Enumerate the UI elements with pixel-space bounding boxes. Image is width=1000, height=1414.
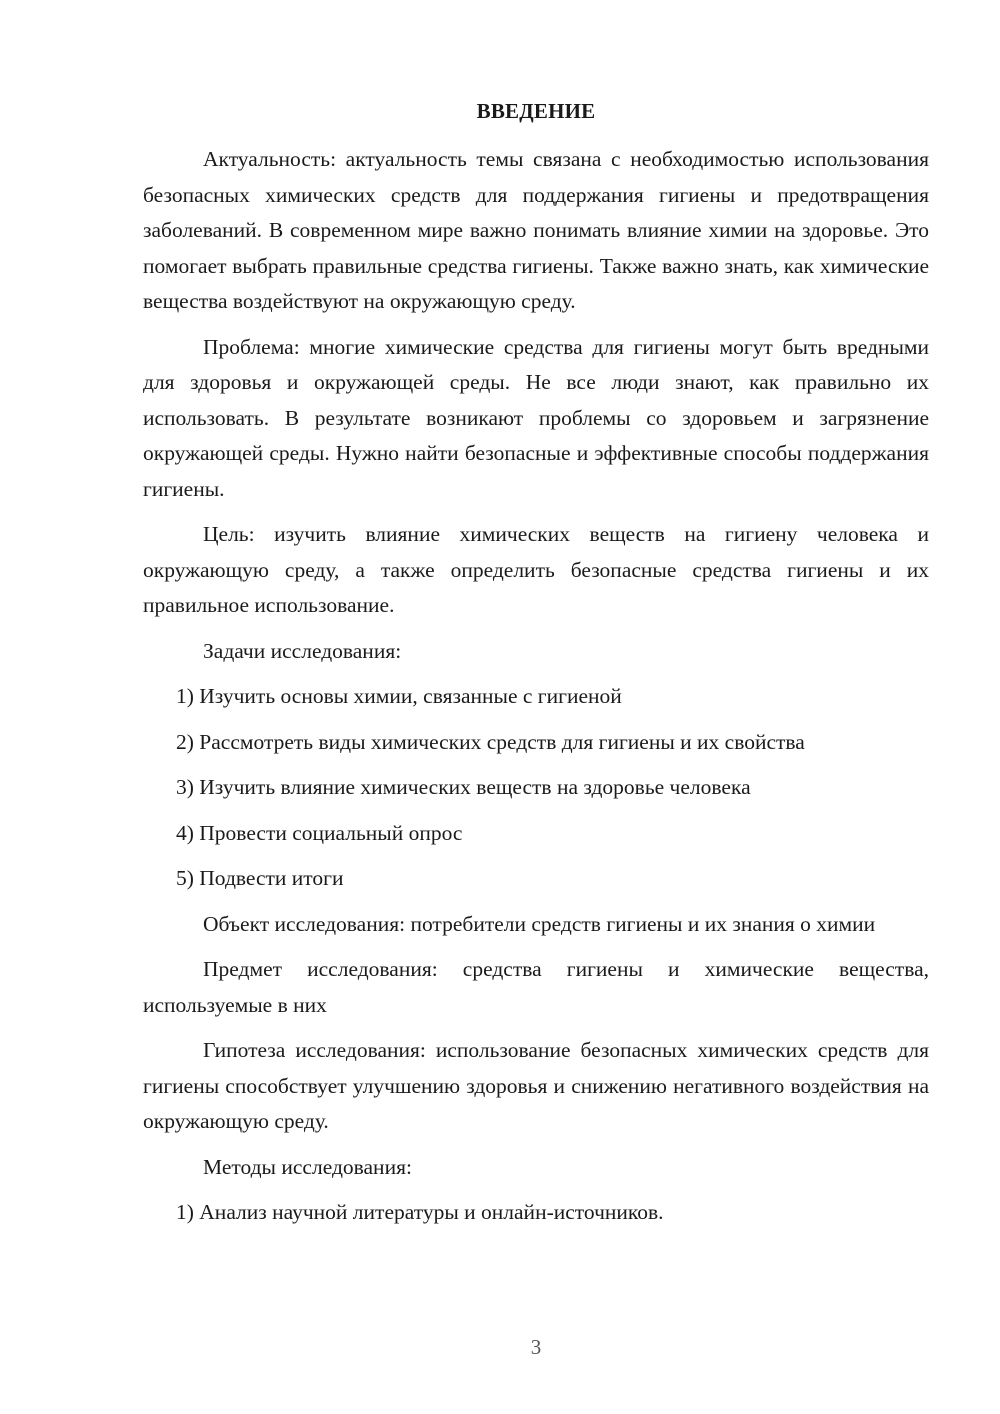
problem-paragraph: Проблема: многие химические средства для гигиены могут быть вредными для здоровья и окружающей среды. Не все люди знают, как правильно их использовать. В результате возникают проблемы со здоровьем и загрязнение окружающей среды. Нужно найти безопасные и эффективные способы поддержания гигиены.	[143, 334, 929, 501]
methods-title: Методы исследования:	[203, 1154, 412, 1179]
hypothesis-paragraph: Гипотеза исследования: использование безопасных химических средств для гигиены способствует улучшению здоровья и снижению негативного воздействия на окружающую среду.	[143, 1038, 929, 1133]
body-text	[143, 142, 929, 1231]
task-item-4: 4) Провести социальный опрос	[176, 820, 463, 845]
task-item-1: 1) Изучить основы химии, связанные с гигиеной	[176, 684, 622, 708]
object-paragraph: Объект исследования: потребители средств гигиены и их знания о химии	[203, 911, 876, 936]
relevance-paragraph: Актуальность: актуальность темы связана с необходимостью использования безопасных химических средств для поддержания гигиены и предотвращения заболеваний. В современном мире важно понимать влияние химии на здоровье. Это помогает выбрать правильные средства гигиены. Также важно знать, как химические вещества воздействуют на окружающую среду.	[143, 147, 929, 313]
tasks-title: Задачи исследования:	[203, 638, 402, 663]
subject-paragraph: Предмет исследования: средства гигиены и химические вещества, используемые в них	[143, 957, 929, 1017]
goal-paragraph: Цель: изучить влияние химических веществ на гигиену человека и окружающую среду, а также определить безопасные средства гигиены и их правильное использование.	[143, 522, 929, 617]
task-item-5: 5) Подвести итоги	[176, 866, 344, 890]
section-heading: ВВЕДЕНИЕ	[476, 99, 596, 123]
task-item-3: 3) Изучить влияние химических веществ на здоровье человека	[176, 775, 751, 799]
method-item-1: 1) Анализ научной литературы и онлайн-источников.	[176, 1200, 664, 1224]
page-number: 3	[530, 1335, 542, 1359]
task-item-2: 2) Рассмотреть виды химических средств для гигиены и их свойства	[176, 729, 805, 754]
